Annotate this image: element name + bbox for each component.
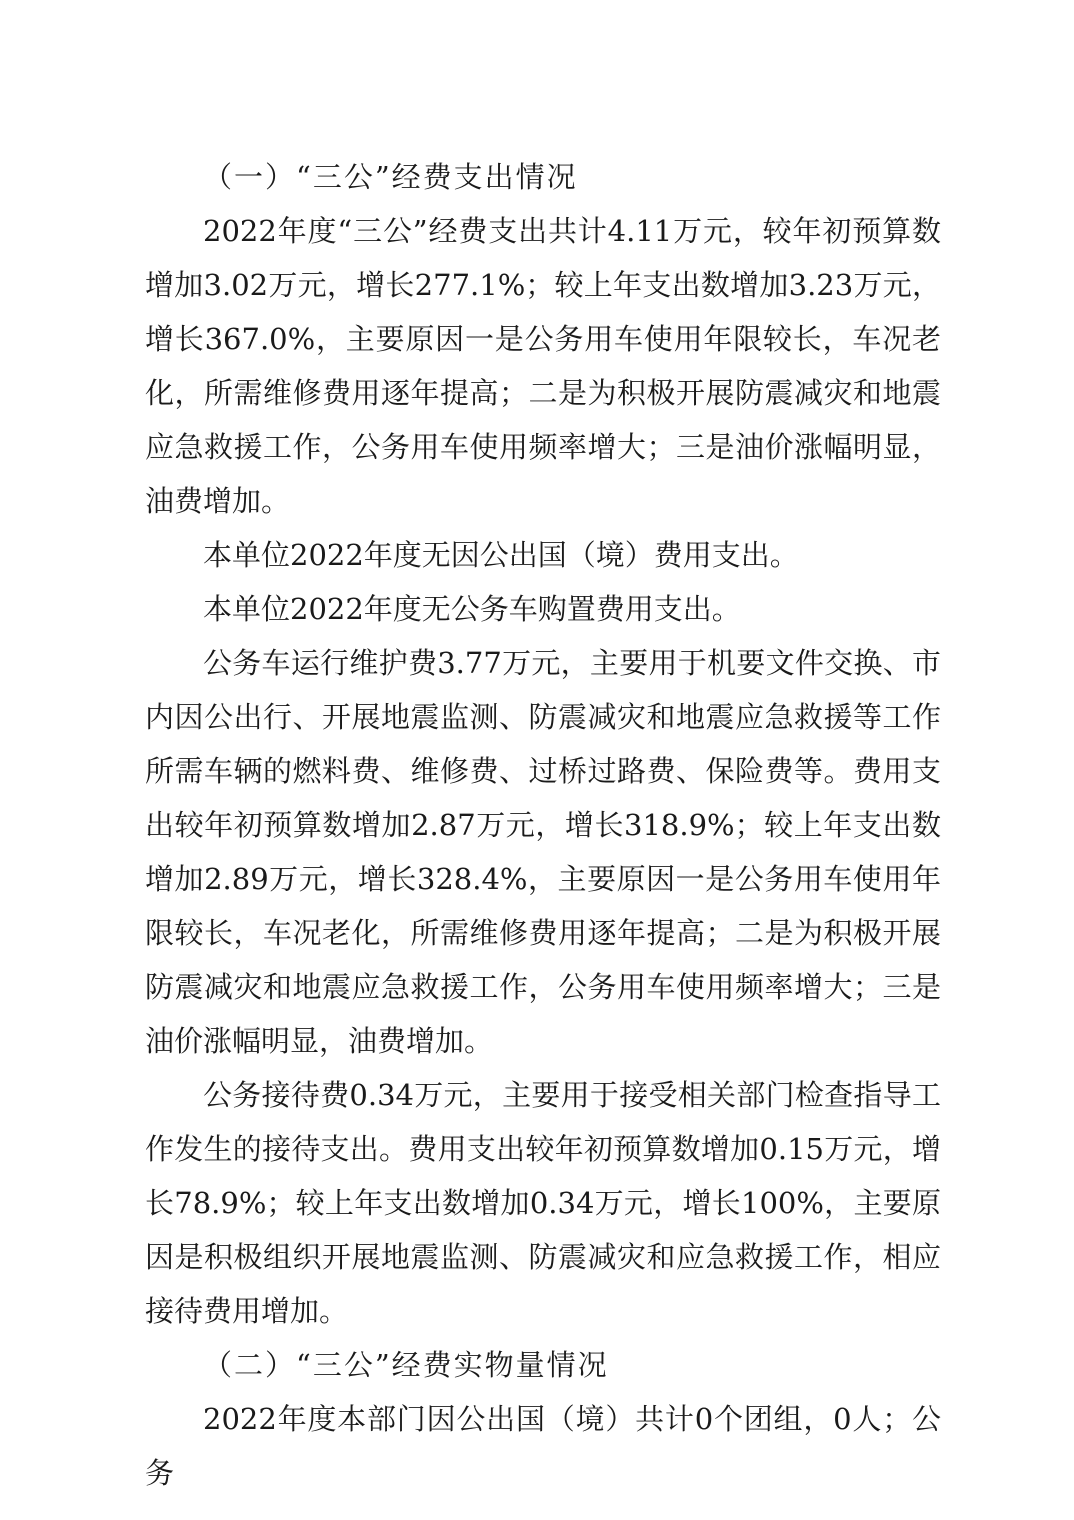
- paragraph-vehicle-purchase: 本单位2022年度无公务车购置费用支出。: [203, 592, 741, 626]
- section-heading-quantity: （二）“三公”经费实物量情况: [203, 1348, 609, 1382]
- paragraph-reception: 公务接待费0.34万元，主要用于接受相关部门检查指导工作发生的接待支出。费用支出较年初预算数增加0.15万元，增长78.9%；较上年支出数增加0.34万元，增长100%，主要原因是积极组织开展地震监测、防震减灾和应急救援工作，相应接待费用增加。: [145, 1078, 941, 1328]
- paragraph-vehicle-maintenance: 公务车运行维护费3.77万元，主要用于机要文件交换、市内因公出行、开展地震监测、防震减灾和地震应急救援等工作所需车辆的燃料费、维修费、过桥过路费、保险费等。费用支出较年初预算数增加2.87万元，增长318.9%；较上年支出数增加2.89万元，增长328.4%，主要原因一是公务用车使用年限较长，车况老化，所需维修费用逐年提高；二是为积极开展防震减灾和地震应急救援工作，公务用车使用频率增大；三是油价涨幅明显，油费增加。: [145, 646, 941, 1058]
- section-heading-expenditure: （一）“三公”经费支出情况: [203, 160, 578, 194]
- paragraph-overseas-travel: 本单位2022年度无因公出国（境）费用支出。: [203, 538, 799, 572]
- paragraph-quantity: 2022年度本部门因公出国（境）共计0个团组，0人；公务: [145, 1402, 941, 1490]
- document-body: [145, 150, 941, 1500]
- paragraph-total-expenditure: 2022年度“三公”经费支出共计4.11万元，较年初预算数增加3.02万元，增长277.1%；较上年支出数增加3.23万元，增长367.0%，主要原因一是公务用车使用年限较长，车况老化，所需维修费用逐年提高；二是为积极开展防震减灾和地震应急救援工作，公务用车使用频率增大；三是油价涨幅明显，油费增加。: [145, 214, 941, 518]
